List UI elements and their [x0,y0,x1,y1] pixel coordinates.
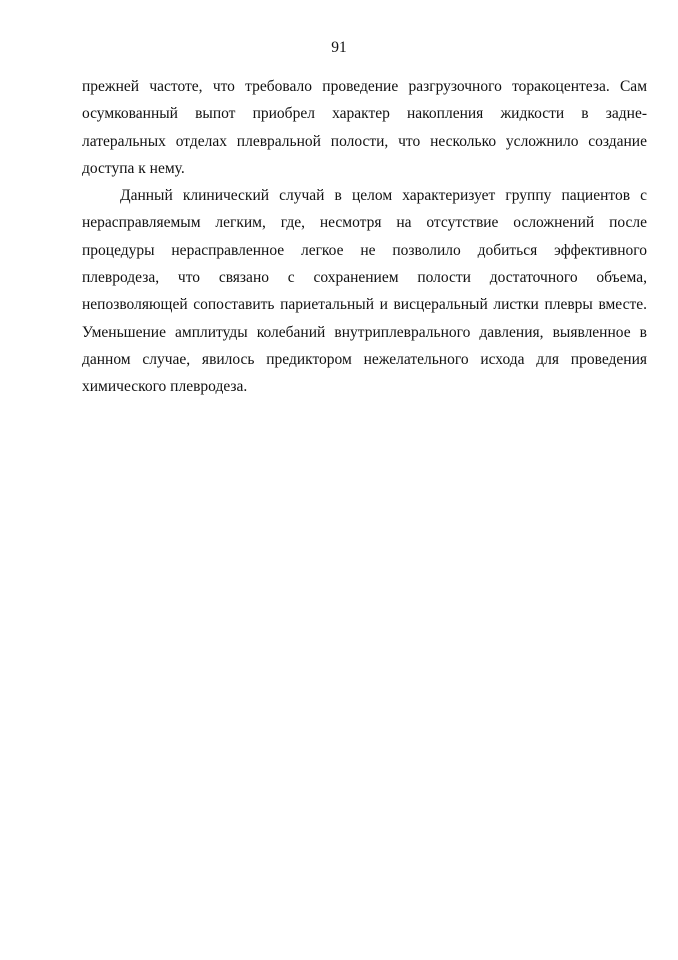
text-line: нерасправляемым легким, где, несмотря на отсутствие осложнений после [82,214,647,232]
text-line: латеральных отделах плевральной полости, что несколько усложнило создание [82,132,647,150]
paragraph-2 [82,182,647,400]
text-line: Данный клинический случай в целом характеризует группу пациентов с [120,187,647,205]
paragraph-1 [82,73,647,182]
text-line: плевродеза, что связано с сохранением полости достаточного объема, [82,269,647,287]
text-line: данном случае, явилось предиктором нежелательного исхода для проведения [82,350,647,368]
text-line: прежней частоте, что требовало проведение разгрузочного торакоцентеза. Сам [82,78,647,95]
text-line: процедуры нерасправленное легкое не позволило добиться эффективного [82,241,647,259]
text-line: осумкованный выпот приобрел характер накопления жидкости в задне- [82,105,647,123]
body-text [82,73,647,401]
text-line: доступа к нему. [82,159,185,177]
text-line: непозволяющей сопоставить париетальный и висцеральный листки плевры вместе. [82,296,647,314]
text-line: Уменьшение амплитуды колебаний внутриплеврального давления, выявленное в [82,323,647,341]
page-number: 91 [331,39,347,56]
text-line: химического плевродеза. [82,378,248,396]
